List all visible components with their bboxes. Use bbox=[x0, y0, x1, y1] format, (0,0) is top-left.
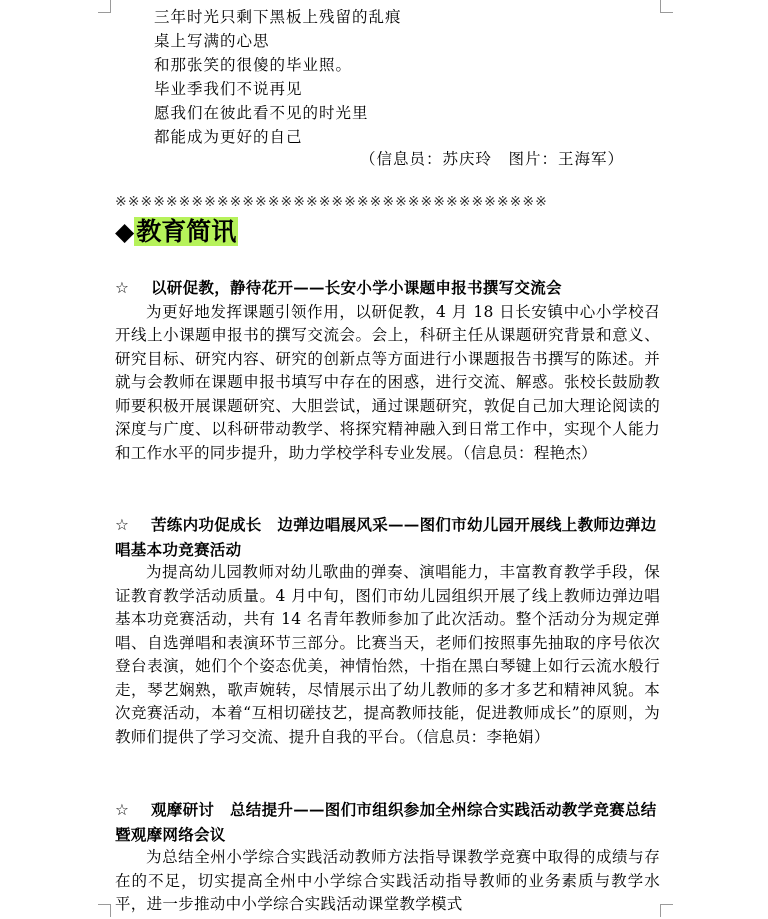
poem-line: 和那张笑的很傻的毕业照。 bbox=[154, 56, 353, 74]
crop-mark-bottom-right bbox=[660, 904, 673, 917]
crop-mark-top-left bbox=[98, 0, 111, 13]
article-headline-text: 观摩研讨 总结提升——图们市组织参加全州综合实践活动教学竞赛总结暨观摩网络会议 bbox=[115, 800, 657, 844]
article-body: 为更好地发挥课题引领作用，以研促教，4 月 18 日长安镇中心小学校召开线上小课题申报书的撰写交流会。会上，科研主任从课题研究背景和意义、研究目标、研究内容、研究的创新点等方面进行小课题报告书撰写的陈述。并就与会教师在课题申报书填写中存在的困惑，进行交流、解惑。张校长鼓励教师要积极开展课题研究、大胆尝试，通过课题研究，敦促自己加大理论阅读的深度与广度、以科研带动教学、将探究精神融入到日常工作中，实现个人能力和工作水平的同步提升，助力学校学科专业发展。（信息员：程艳杰） bbox=[115, 302, 660, 462]
news-article bbox=[115, 513, 660, 749]
article-headline bbox=[115, 276, 660, 301]
article-headline-text: 苦练内功促成长 边弹边唱展风采——图们市幼儿园开展线上教师边弹边唱基本功竞赛活动 bbox=[115, 515, 657, 559]
poem-line: 毕业季我们不说再见 bbox=[154, 80, 303, 98]
article-body: 为提高幼儿园教师对幼儿歌曲的弹奏、演唱能力，丰富教育教学手段，保证教育教学活动质量。4 月中旬，图们市幼儿园组织开展了线上教师边弹边唱基本功竞赛活动，共有 14 名青年教师参加了此次活动。整个活动分为规定弹唱、自选弹唱和表演环节三部分。比赛当天，老师们按照事先抽取的序号依次登台表演，她们个个姿态优美，神情怡然，十指在黑白琴键上如行云流水般行走，琴艺娴熟，歌声婉转，尽情展示出了幼儿教师的多才多艺和精神风貌。本次竞赛活动，本着“互相切磋技艺，提高教师技能，促进教师成长”的原则，为教师们提供了学习交流、提升自我的平台。（信息员：李艳娟） bbox=[115, 563, 660, 746]
star-icon: ☆ bbox=[115, 279, 130, 297]
poem-line: 愿我们在彼此看不见的时光里 bbox=[154, 104, 369, 122]
crop-mark-top-right bbox=[660, 0, 673, 13]
section-divider: ※※※※※※※※※※※※※※※※※※※※※※※※※※※※※※※※※※ bbox=[115, 194, 548, 210]
article-headline bbox=[115, 513, 660, 561]
poem-line: 三年时光只剩下黑板上残留的乱痕 bbox=[154, 8, 402, 26]
star-icon: ☆ bbox=[115, 801, 130, 819]
article-headline bbox=[115, 798, 660, 846]
poem-block bbox=[154, 5, 402, 149]
news-article bbox=[115, 276, 660, 465]
star-icon: ☆ bbox=[115, 516, 130, 534]
section-heading bbox=[115, 212, 238, 252]
poem-line: 桌上写满的心思 bbox=[154, 32, 270, 50]
article-body: 为总结全州小学综合实践活动教师方法指导课教学竞赛中取得的成绩与存在的不足，切实提高全州中小学综合实践活动指导教师的业务素质与教学水平，进一步推动中小学综合实践活动课堂教学模式 bbox=[115, 848, 660, 913]
diamond-icon: ◆ bbox=[115, 217, 135, 246]
news-article bbox=[115, 798, 660, 917]
section-title: 教育简讯 bbox=[136, 217, 237, 246]
poem-line: 都能成为更好的自己 bbox=[154, 128, 303, 146]
article-headline-text: 以研促教，静待花开——长安小学小课题申报书撰写交流会 bbox=[151, 278, 562, 297]
poem-credit: （信息员：苏庆玲 图片：王海军） bbox=[360, 150, 625, 168]
crop-mark-bottom-left bbox=[98, 904, 111, 917]
